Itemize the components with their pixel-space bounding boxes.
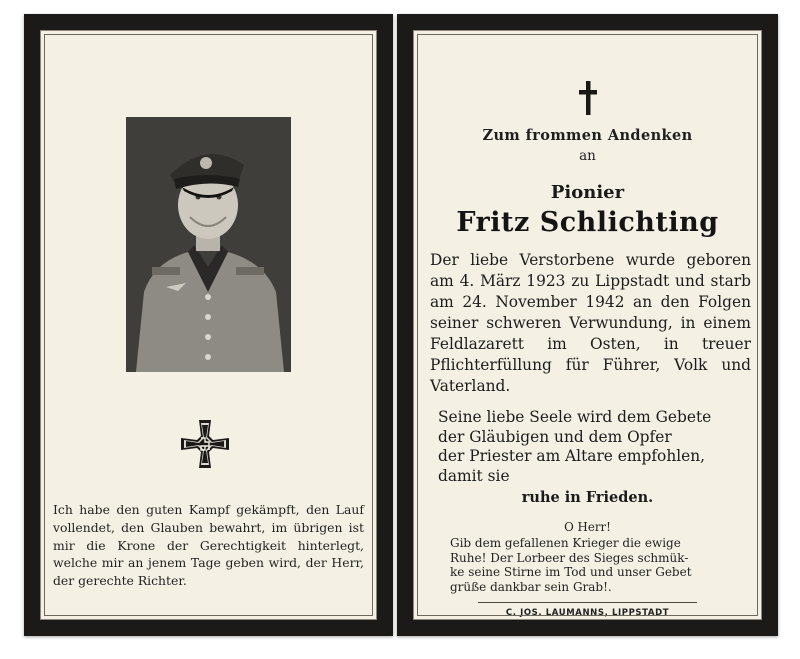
printer-credit: C. JOS. LAUMANNS, LIPPSTADT bbox=[505, 608, 670, 618]
biography-text: Der liebe Verstorbene wurde geboren am 4. März 1923 zu Lippstadt und starb am 24. November 1942 an den Folgen seiner schweren Verwundung, in einem Feldlazarett im Osten, in treuer Pflichterfüllung für Führer, Volk und Vaterland. bbox=[430, 251, 751, 395]
memorial-card-left-panel bbox=[24, 14, 393, 636]
bible-verse: Ich habe den guten Kampf gekämpft, den Lauf vollendet, den Glauben bewahrt, im übrigen ist mir die Krone der Gerechtigkeit hinterlegt, welche mir an jenem Tage geben wird, der Herr, der gerechte Richter. bbox=[53, 502, 364, 589]
prayer-line: Gib dem gefallenen Krieger die ewige bbox=[450, 536, 681, 550]
prayer-line: Ruhe! Der Lorbeer des Sieges schmük- bbox=[450, 550, 689, 565]
portrait-photo bbox=[126, 117, 291, 372]
soul-paragraph bbox=[438, 408, 749, 486]
soul-line: der Priester am Altare empfohlen, bbox=[438, 447, 706, 465]
portrait-soldier bbox=[126, 117, 291, 372]
prayer-text bbox=[450, 536, 731, 594]
rank-title: Pionier bbox=[550, 182, 625, 203]
prayer-heading: O Herr! bbox=[564, 520, 611, 534]
divider-line bbox=[478, 602, 697, 603]
deceased-name: Fritz Schlichting bbox=[456, 207, 719, 238]
memorial-heading: Zum frommen Andenken bbox=[482, 127, 693, 144]
latin-cross-icon bbox=[579, 81, 597, 119]
soul-line: Seine liebe Seele wird dem Gebete bbox=[438, 408, 712, 426]
memorial-an: an bbox=[579, 148, 596, 164]
iron-cross-icon bbox=[179, 418, 231, 474]
prayer-line: grüße dankbar sein Grab!. bbox=[450, 579, 612, 594]
memorial-card-right-panel bbox=[397, 14, 778, 636]
right-panel-paper bbox=[413, 30, 762, 620]
left-panel-paper bbox=[40, 30, 377, 620]
soul-line: damit sie bbox=[438, 466, 510, 485]
rest-in-peace: ruhe in Frieden. bbox=[521, 489, 654, 506]
prayer-line: ke seine Stirne im Tod und unser Gebet bbox=[450, 565, 692, 579]
soul-line: der Gläubigen und dem Opfer bbox=[438, 427, 672, 446]
